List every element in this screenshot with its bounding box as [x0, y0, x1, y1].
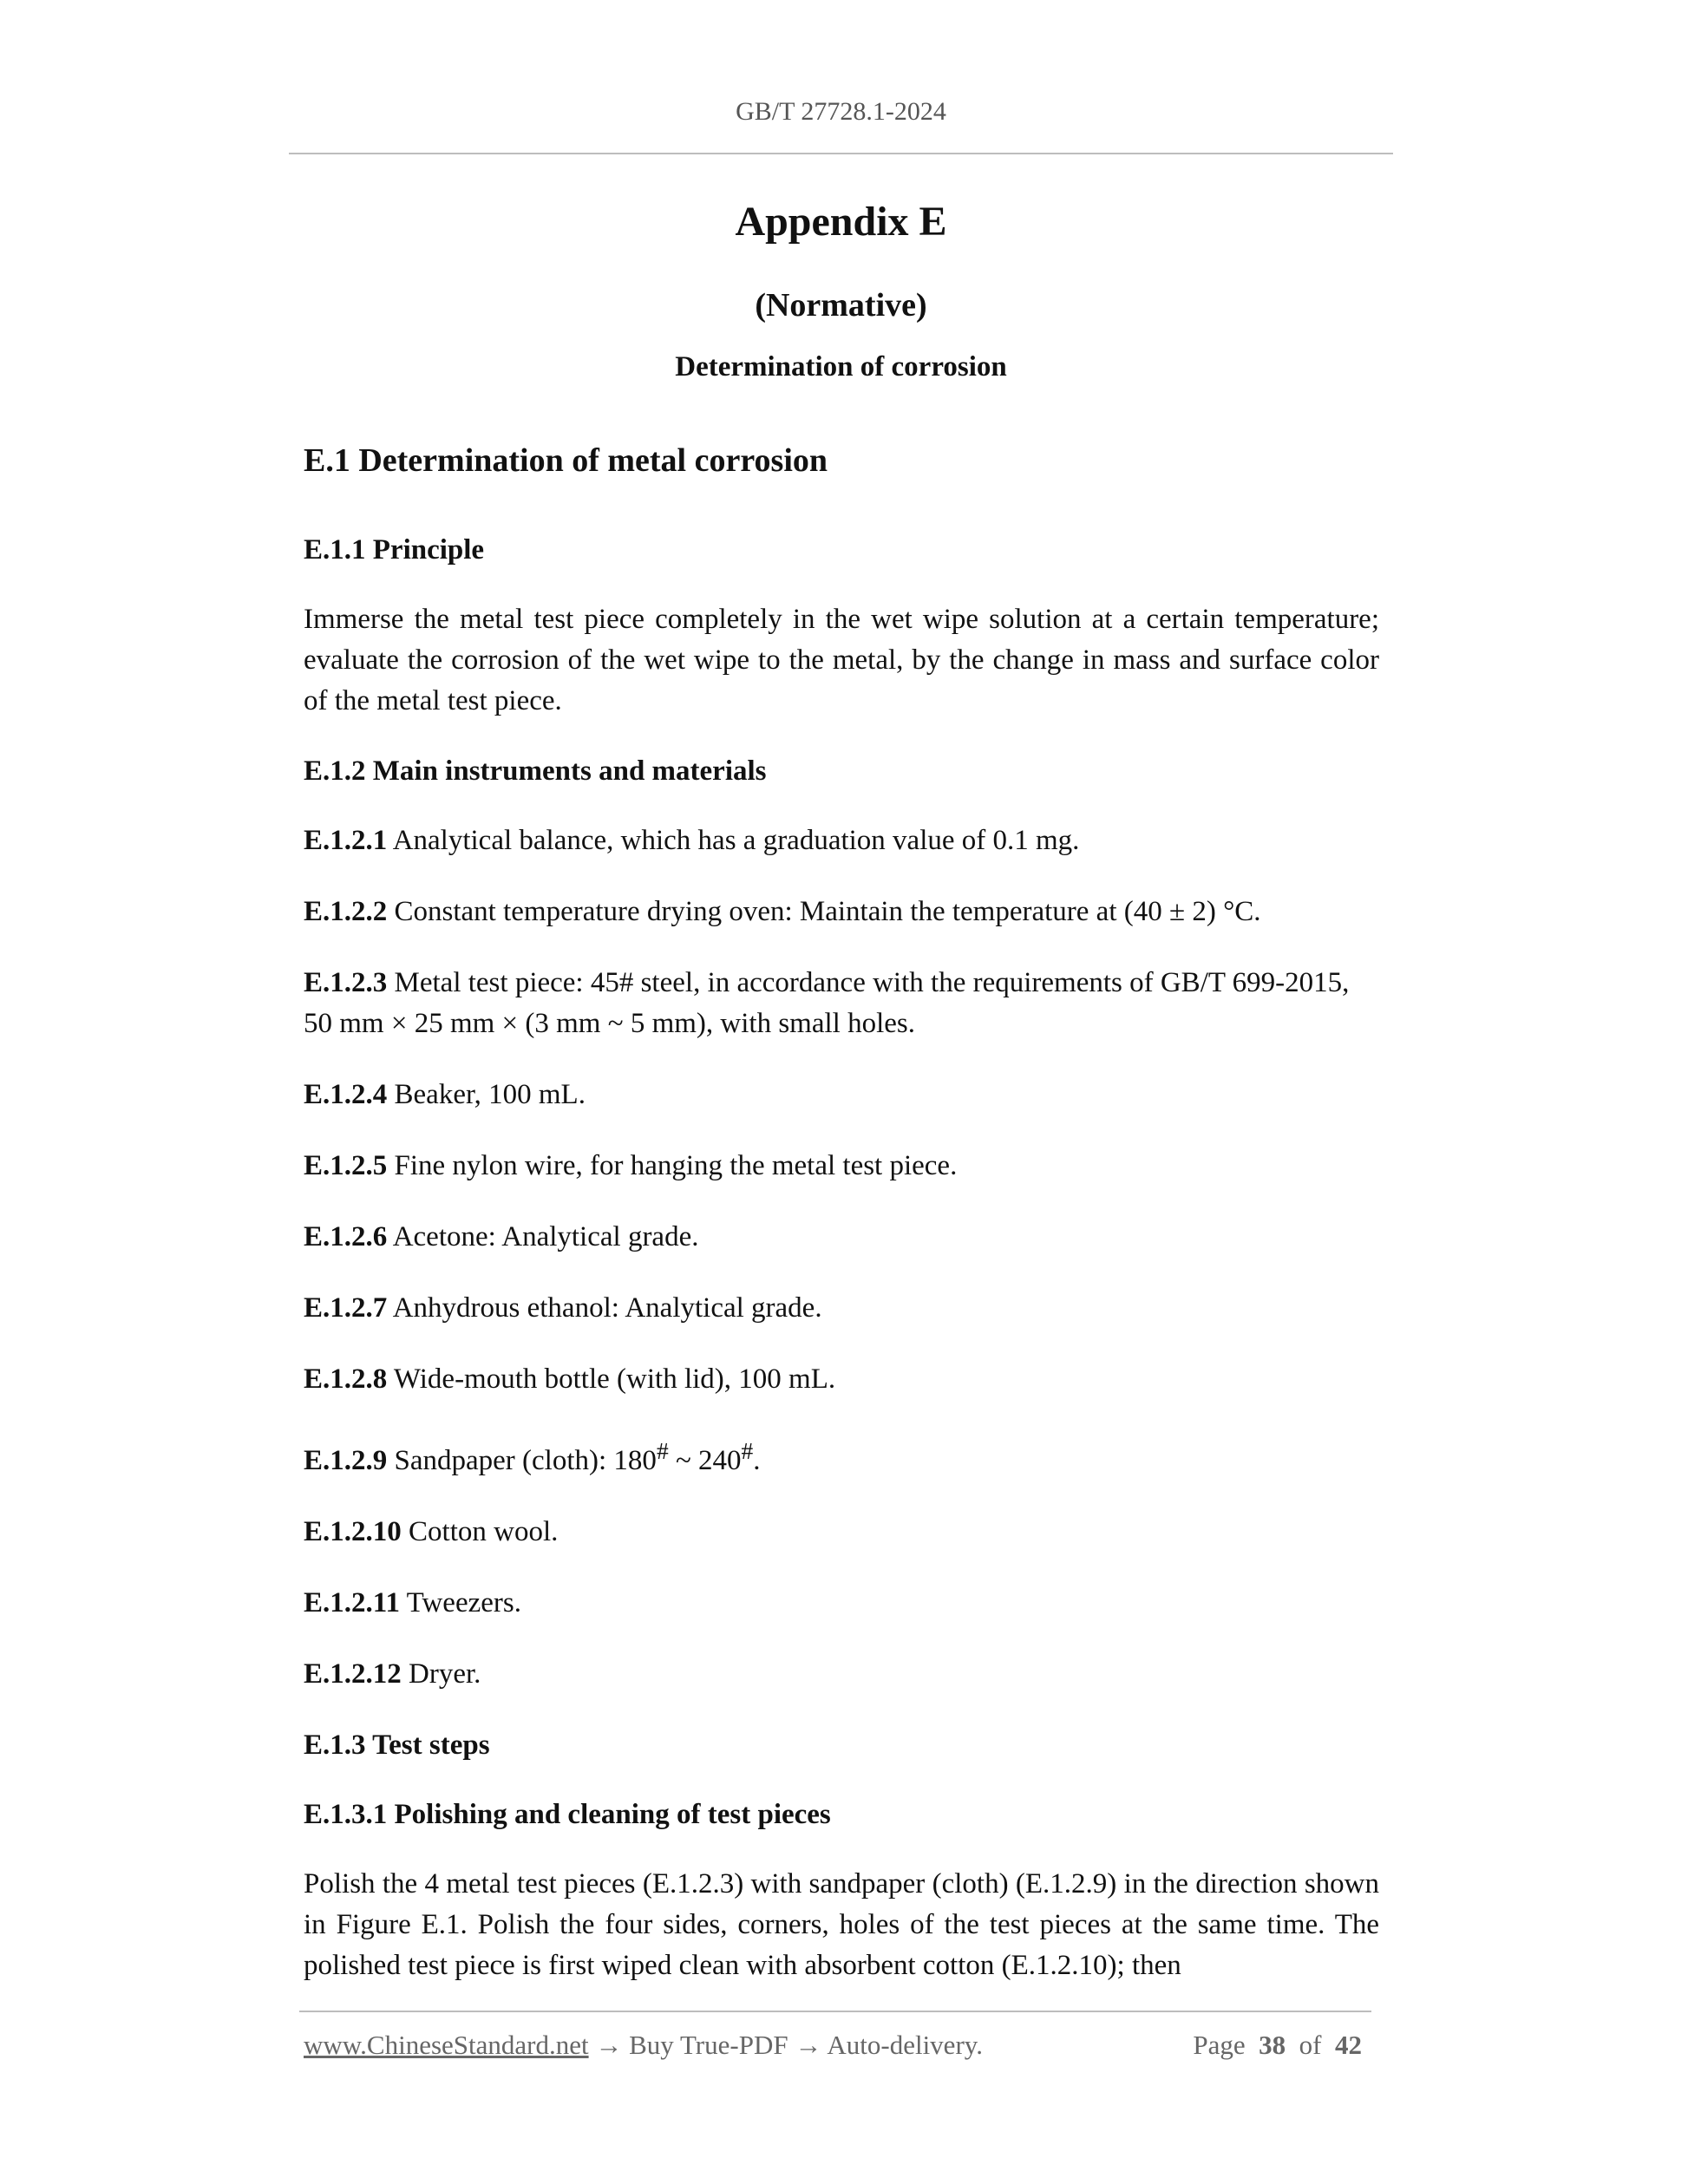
- list-item: [304, 1359, 1379, 1400]
- page-footer: [304, 2030, 1372, 2068]
- item-number: E.1.2.7: [304, 1292, 388, 1324]
- list-item: [304, 892, 1379, 932]
- item-number: E.1.2.11: [304, 1587, 400, 1618]
- item-text: Tweezers.: [406, 1587, 521, 1618]
- item-number: E.1.2.10: [304, 1516, 402, 1547]
- principle-paragraph: Immerse the metal test piece completely in the wet wipe solution at a certain temperature; evaluate the corrosion of the wet wipe to the metal, by the change in mass and surface color of the metal test piece.: [304, 604, 1379, 716]
- item-text: Wide-mouth bottle (with lid), 100 mL.: [393, 1363, 836, 1395]
- item-number: E.1.2.12: [304, 1658, 402, 1690]
- list-item: [304, 1217, 1379, 1258]
- page-total: 42: [1335, 2030, 1362, 2060]
- header-divider: [289, 153, 1393, 154]
- item-number: E.1.2.9: [304, 1445, 388, 1476]
- list-item: [304, 1288, 1379, 1329]
- list-item: [304, 1583, 1379, 1624]
- item-text: Acetone: Analytical grade.: [392, 1221, 699, 1252]
- list-item: [304, 963, 1379, 1044]
- appendix-title: Appendix E: [735, 199, 947, 245]
- appendix-subject: Determination of corrosion: [675, 351, 1007, 383]
- item-text: Fine nylon wire, for hanging the metal test piece.: [394, 1150, 958, 1181]
- page-current: 38: [1259, 2030, 1286, 2060]
- item-text: Cotton wool.: [409, 1516, 559, 1547]
- item-text: Constant temperature drying oven: Maintain the temperature at (40 ± 2) °C.: [394, 896, 1261, 927]
- list-item: [304, 1654, 1379, 1695]
- item-text: Sandpaper (cloth): 180: [394, 1445, 657, 1476]
- page-number: [1193, 2030, 1362, 2061]
- section-heading-e1-2: E.1.2 Main instruments and materials: [304, 755, 767, 787]
- list-item: [304, 1512, 1379, 1553]
- item-text: ~ 240: [668, 1445, 742, 1476]
- list-item: [304, 821, 1379, 861]
- document-body: [304, 438, 1379, 2016]
- item-text: Dryer.: [409, 1658, 481, 1690]
- polishing-paragraph: Polish the 4 metal test pieces (E.1.2.3) with sandpaper (cloth) (E.1.2.9) in the direction shown in Figure E.1. Polish the four sides, corners, holes of the test pieces at the same time. The polished test piece is first wiped clean with absorbent cotton (E.1.2.10); then: [304, 1868, 1379, 1981]
- appendix-type: (Normative): [755, 287, 927, 324]
- footer-promo: [304, 2030, 983, 2061]
- item-text: Metal test piece: 45# steel, in accordance with the requirements of GB/T 699-2015, 50 mm × 25 mm × (3 mm ~ 5 mm), with small holes.: [304, 967, 1350, 1039]
- section-heading-e1: E.1 Determination of metal corrosion: [304, 442, 828, 479]
- page-of-label: of: [1299, 2030, 1322, 2060]
- list-item: [304, 1075, 1379, 1115]
- item-number: E.1.2.5: [304, 1150, 388, 1181]
- list-item: [304, 1146, 1379, 1187]
- section-heading-e1-1: E.1.1 Principle: [304, 534, 485, 566]
- item-text: .: [753, 1445, 761, 1476]
- site-link[interactable]: www.ChineseStandard.net: [304, 2030, 589, 2060]
- section-heading-e1-3-1: E.1.3.1 Polishing and cleaning of test pieces: [304, 1799, 831, 1830]
- grit-superscript: #: [741, 1437, 754, 1464]
- item-text: Beaker, 100 mL.: [394, 1079, 586, 1110]
- page-label: Page: [1193, 2030, 1246, 2060]
- document-id-header: GB/T 27728.1-2024: [736, 97, 946, 126]
- item-number: E.1.2.1: [304, 825, 388, 856]
- footer-divider: [299, 2011, 1371, 2012]
- item-text: Analytical balance, which has a graduation value of 0.1 mg.: [392, 825, 1080, 856]
- list-item: [304, 1430, 1379, 1481]
- grit-superscript: #: [656, 1437, 669, 1464]
- item-number: E.1.2.3: [304, 967, 388, 998]
- item-number: E.1.2.4: [304, 1079, 388, 1110]
- section-heading-e1-3: E.1.3 Test steps: [304, 1730, 490, 1761]
- footer-tagline: → Buy True-PDF → Auto-delivery.: [588, 2030, 983, 2060]
- item-number: E.1.2.6: [304, 1221, 388, 1252]
- item-number: E.1.2.2: [304, 896, 388, 927]
- item-number: E.1.2.8: [304, 1363, 388, 1395]
- item-text: Anhydrous ethanol: Analytical grade.: [392, 1292, 822, 1324]
